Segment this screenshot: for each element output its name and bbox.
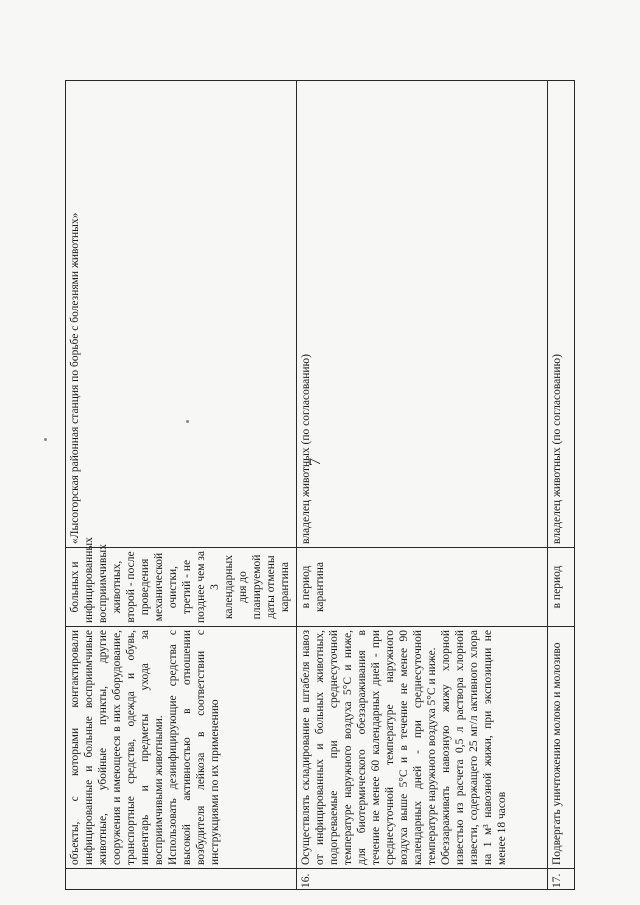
row-number: 16. [297,869,548,890]
table-row [66,81,297,890]
row-number [66,869,297,890]
row-number: 17. [548,869,575,890]
action-paragraph: объекты, с которыми контактировали инфицированные и больные восприимчивые животные, убойные пункты, другие сооружения и имеющееся в них оборудование, транспортные средства, одежда и обувь, инвентарь и предметы ухода за восприимчивыми животными. [69,630,165,865]
action-cell [297,627,548,869]
page-number: 7 [307,458,324,466]
action-cell [548,627,575,869]
responsible-cell: «Лысогорская районная станция по борьбе с болезнями животных» [66,81,297,548]
scan-speck [44,438,47,441]
action-paragraph: Обеззараживать навозную жижу хлорной известью из расчета 0,5 л раствора хлорной извести, содержащего 25 мг/л активного хлора на 1 м³ навозной жижи, при экспозиции не менее 18 часов [440,630,508,865]
table-row [297,81,548,890]
responsible-cell: владелец животных (по согласованию) [548,81,575,548]
action-paragraph: Осуществлять складирование в штабеля навоз от инфицированных и больных животных, подогреваемые при среднесуточной температуре наружного воздуха 5°С и ниже, для биотермического обеззараживания в течение не менее 60 календарных дней - при среднесуточной температуре наружного воздуха выше 5°С и в течение не менее 90 календарных дней - при среднесуточной температуре наружного воздуха 5°С и ниже. [300,630,438,865]
term-cell: в период [548,548,575,627]
table-row [548,81,575,890]
scan-speck [186,420,189,423]
rotated-table-container [65,80,570,890]
responsible-cell: владелец животных (по согласованию) [297,81,548,548]
term-cell: больных и инфицированных восприимчивых животных, второй - после проведения механической очистки, третий - не позднее чем за 3 календарных дня до планируемой даты отмены карантина [66,548,297,627]
action-paragraph: Подвергать уничтожению молоко и молозиво [551,642,563,865]
action-paragraph: Использовать дезинфицирующие средства с высокой активностью в отношении возбудителя лейкоза в соответствии с инструкциями по их применению [167,630,221,865]
term-cell: в период карантина [297,548,548,627]
action-cell [66,627,297,869]
measures-table [65,80,575,890]
